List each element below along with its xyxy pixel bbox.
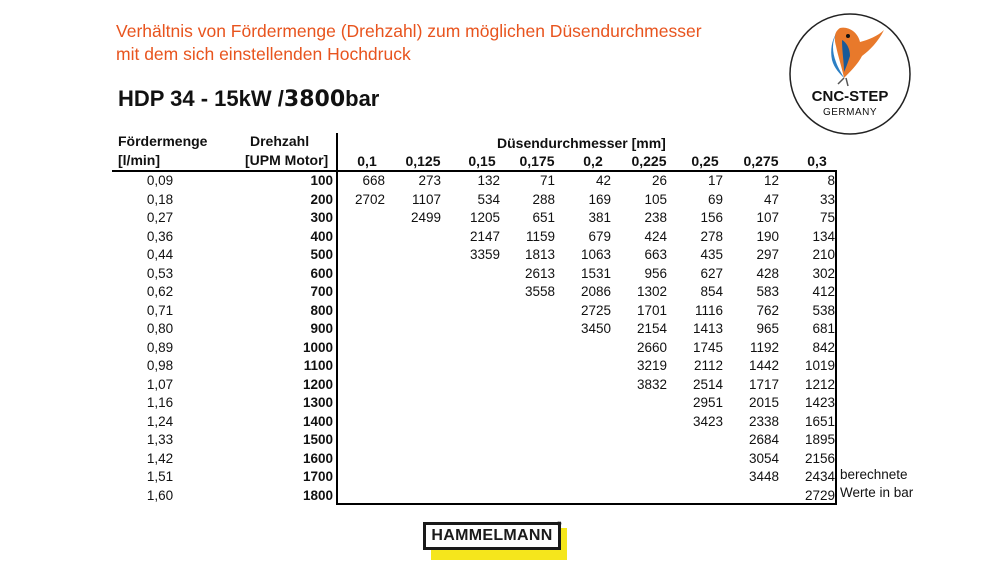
rpm-column bbox=[240, 172, 333, 505]
registered-mark: ® bbox=[557, 522, 562, 528]
pressure-cell: 2338 bbox=[748, 413, 779, 429]
pressure-cell: 583 bbox=[756, 284, 779, 299]
pressure-cell: 47 bbox=[763, 191, 779, 207]
rpm-value: 1500 bbox=[302, 432, 333, 447]
rpm-value: 1700 bbox=[302, 469, 333, 484]
pressure-cell: 42 bbox=[595, 173, 611, 188]
pressure-cell: 2499 bbox=[410, 210, 441, 225]
note-line-2: Werte in bar bbox=[840, 485, 914, 500]
pressure-cell: 1205 bbox=[469, 210, 500, 225]
logo-brand-name: CNC-STEP bbox=[811, 88, 889, 105]
pressure-cell: 1019 bbox=[804, 358, 835, 373]
flow-value: 0,18 bbox=[146, 191, 174, 207]
diameter-label: 0,225 bbox=[631, 153, 667, 169]
pressure-cell: 679 bbox=[588, 228, 611, 244]
pressure-cell: 2725 bbox=[580, 302, 611, 318]
pressure-cell: 2514 bbox=[692, 376, 723, 392]
heading-line-1: Verhältnis von Fördermenge (Drehzahl) zum möglichen Düsendurchmesser bbox=[116, 21, 702, 41]
pressure-cell: 1442 bbox=[748, 358, 779, 373]
flow-value: 1,24 bbox=[146, 413, 174, 429]
rpm-value: 500 bbox=[310, 247, 333, 262]
pressure-cell: 2684 bbox=[748, 432, 779, 447]
flow-value: 0,89 bbox=[146, 339, 174, 355]
pressure-cell: 762 bbox=[756, 302, 779, 318]
pressure-cell: 134 bbox=[812, 228, 835, 244]
hammelmann-name: HAMMELMANN bbox=[431, 527, 553, 544]
pressure-cell: 1159 bbox=[525, 228, 555, 244]
diameter-labels bbox=[338, 153, 836, 171]
pressure-cell: 1413 bbox=[692, 321, 723, 336]
pressure-cell: 17 bbox=[707, 173, 723, 188]
pressure-cell: 681 bbox=[812, 321, 835, 336]
cnc-step-logo bbox=[788, 12, 912, 136]
rpm-value: 1200 bbox=[302, 376, 333, 392]
heading-line-2: mit dem sich einstellenden Hochdruck bbox=[116, 44, 411, 64]
flow-header: Fördermenge bbox=[118, 133, 208, 149]
pressure-cell: 435 bbox=[700, 247, 723, 262]
diameter-label: 0,3 bbox=[807, 153, 827, 169]
pressure-cell: 1192 bbox=[749, 339, 779, 355]
model-title bbox=[118, 86, 379, 112]
rpm-value: 200 bbox=[310, 191, 333, 207]
logo-subtitle: GERMANY bbox=[822, 107, 878, 118]
pressure-cell: 1302 bbox=[636, 284, 667, 299]
pressure-cell: 3423 bbox=[692, 413, 723, 429]
flow-value: 1,51 bbox=[146, 469, 174, 484]
pressure-cell: 424 bbox=[644, 228, 667, 244]
pressure-cell: 2660 bbox=[636, 339, 667, 355]
rpm-value: 1100 bbox=[303, 358, 333, 373]
pressure-cell: 663 bbox=[644, 247, 667, 262]
pressure-cell: 210 bbox=[812, 247, 835, 262]
flow-value: 0,62 bbox=[146, 284, 174, 299]
flow-value: 1,33 bbox=[146, 432, 174, 447]
pressure-cell: 2702 bbox=[354, 191, 385, 207]
pressure-cell: 651 bbox=[532, 210, 555, 225]
nozzle-diameter-header: Düsendurchmesser [mm] bbox=[497, 135, 666, 151]
rpm-value: 800 bbox=[310, 302, 333, 318]
flow-value: 1,07 bbox=[146, 376, 174, 392]
pressure-cell: 297 bbox=[756, 247, 779, 262]
pressure-cell: 278 bbox=[700, 228, 723, 244]
diameter-label: 0,1 bbox=[357, 153, 377, 169]
pressure-cell: 3448 bbox=[748, 469, 779, 484]
pressure-cell: 105 bbox=[644, 191, 667, 207]
flow-value: 0,27 bbox=[146, 210, 174, 225]
pressure-cell: 273 bbox=[418, 173, 441, 188]
flow-value: 0,98 bbox=[146, 358, 174, 373]
pressure-cell: 854 bbox=[700, 284, 723, 299]
rpm-value: 100 bbox=[310, 173, 333, 188]
flow-column bbox=[120, 172, 200, 505]
flow-value: 0,71 bbox=[146, 302, 174, 318]
pressure-cell: 75 bbox=[819, 210, 835, 225]
rpm-value: 1800 bbox=[302, 487, 333, 503]
pressure-cell: 1212 bbox=[804, 376, 835, 392]
pressure-cell: 302 bbox=[812, 265, 835, 281]
pressure-cell: 3359 bbox=[469, 247, 500, 262]
pressure-cell: 2147 bbox=[469, 228, 500, 244]
pressure-cell: 169 bbox=[588, 191, 611, 207]
pressure-cell: 2434 bbox=[804, 469, 835, 484]
pressure-cell: 2156 bbox=[804, 450, 835, 466]
model-name: HDP 34 - 15kW / bbox=[118, 86, 284, 111]
rpm-value: 1400 bbox=[302, 413, 333, 429]
rpm-unit-header: [UPM Motor] bbox=[245, 152, 329, 168]
pressure-cell: 1116 bbox=[694, 302, 723, 318]
diameter-label: 0,125 bbox=[405, 153, 441, 169]
flow-value: 1,16 bbox=[146, 395, 174, 410]
pressure-cell: 534 bbox=[477, 191, 500, 207]
pressure-cell: 71 bbox=[539, 173, 555, 188]
pressure-cell: 238 bbox=[644, 210, 667, 225]
flow-unit-header: [l/min] bbox=[118, 152, 160, 168]
diameter-label: 0,2 bbox=[583, 153, 603, 169]
pressure-cell: 965 bbox=[756, 321, 779, 336]
pressure-cell: 3219 bbox=[636, 358, 667, 373]
pressure-cell: 2086 bbox=[580, 284, 611, 299]
pressure-cell: 668 bbox=[362, 173, 385, 188]
rpm-value: 300 bbox=[310, 210, 333, 225]
pressure-cell: 132 bbox=[477, 173, 500, 188]
pressure-cell: 3558 bbox=[524, 284, 555, 299]
note-line-1: berechnete bbox=[840, 467, 908, 482]
diameter-label: 0,175 bbox=[519, 153, 555, 169]
pressure-cell: 2951 bbox=[692, 395, 723, 410]
flow-value: 0,80 bbox=[146, 321, 174, 336]
pressure-cell: 627 bbox=[700, 265, 723, 281]
pressure-cell: 33 bbox=[819, 191, 835, 207]
pressure-cell: 3832 bbox=[636, 376, 667, 392]
rpm-value: 1600 bbox=[302, 450, 333, 466]
pressure-cell: 842 bbox=[812, 339, 835, 355]
pressure-cell: 381 bbox=[588, 210, 611, 225]
pressure-cell: 2112 bbox=[693, 358, 723, 373]
flow-value: 0,36 bbox=[146, 228, 174, 244]
pressure-cell: 8 bbox=[827, 173, 835, 188]
pressure-cell: 956 bbox=[644, 265, 667, 281]
pressure-cell: 2729 bbox=[804, 487, 835, 503]
pressure-cell: 1651 bbox=[804, 413, 835, 429]
pressure-cell: 1701 bbox=[636, 302, 667, 318]
pressure-cell: 428 bbox=[756, 265, 779, 281]
pressure-cell: 2015 bbox=[748, 395, 779, 410]
pressure-cell: 1423 bbox=[804, 395, 835, 410]
pressure-cell: 538 bbox=[812, 302, 835, 318]
rpm-value: 400 bbox=[310, 228, 333, 244]
pressure-cell: 156 bbox=[700, 210, 723, 225]
pressure-cell: 1745 bbox=[692, 339, 723, 355]
flow-value: 1,60 bbox=[146, 487, 174, 503]
hammelmann-logo bbox=[423, 522, 567, 560]
model-pressure: 3800 bbox=[283, 87, 346, 112]
pressure-cell: 3450 bbox=[580, 321, 611, 336]
pressure-cell: 1813 bbox=[524, 247, 555, 262]
pressure-cell: 1895 bbox=[804, 432, 835, 447]
rpm-value: 600 bbox=[310, 265, 333, 281]
diameter-label: 0,275 bbox=[743, 153, 779, 169]
rpm-header: Drehzahl bbox=[250, 133, 310, 149]
pressure-cell: 69 bbox=[707, 191, 723, 207]
flow-value: 1,42 bbox=[146, 450, 174, 466]
pressure-cell: 107 bbox=[756, 210, 779, 225]
flow-value: 0,53 bbox=[146, 265, 174, 281]
pressure-table bbox=[338, 172, 836, 505]
pressure-cell: 1063 bbox=[580, 247, 611, 262]
pressure-cell: 190 bbox=[756, 228, 779, 244]
flow-value: 0,44 bbox=[146, 247, 174, 262]
pressure-cell: 1717 bbox=[748, 376, 779, 392]
page-heading bbox=[116, 20, 702, 66]
pressure-cell: 1531 bbox=[580, 265, 611, 281]
model-unit: bar bbox=[345, 86, 380, 111]
rpm-value: 900 bbox=[310, 321, 333, 336]
pressure-cell: 3054 bbox=[748, 450, 779, 466]
pressure-cell: 12 bbox=[763, 173, 779, 188]
pressure-cell: 2154 bbox=[636, 321, 667, 336]
pressure-cell: 2613 bbox=[524, 265, 555, 281]
pressure-cell: 26 bbox=[651, 173, 667, 188]
diameter-label: 0,15 bbox=[468, 153, 496, 169]
rpm-value: 1300 bbox=[302, 395, 333, 410]
diameter-label: 0,25 bbox=[691, 153, 719, 169]
rpm-value: 700 bbox=[310, 284, 333, 299]
pressure-cell: 1107 bbox=[411, 191, 441, 207]
rpm-value: 1000 bbox=[302, 339, 333, 355]
pressure-cell: 288 bbox=[532, 191, 555, 207]
pressure-cell: 412 bbox=[812, 284, 835, 299]
flow-value: 0,09 bbox=[146, 173, 174, 188]
